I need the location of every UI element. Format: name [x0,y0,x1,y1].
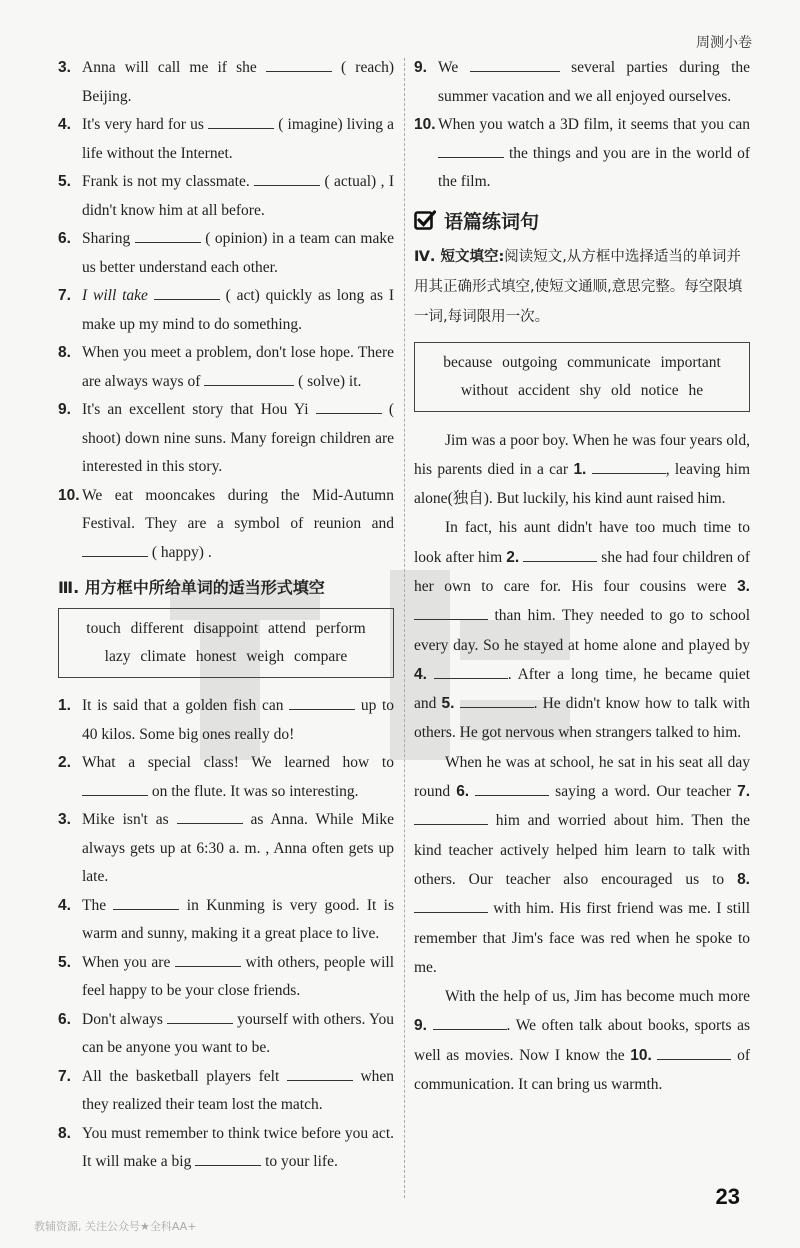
answer-blank[interactable] [82,781,148,796]
question-item: 5. Frank is not my classmate. ( actual) , I didn't know him at all before. [58,173,394,219]
question-item: 7. I will take ( act) quickly as long as I make up my mind to do something. [58,287,395,333]
answer-blank[interactable] [195,1151,261,1166]
passage-blank[interactable] [433,1015,507,1030]
passage-paragraph: Jim was a poor boy. When he was four years old, his parents died in a car 1. , leaving him alone(独自). But luckily, his kind aunt raised him. [414,431,751,508]
word-box-line: without accident shy old notice he [460,381,704,399]
section-4-instructions: Ⅳ. 短文填空:阅读短文,从方框中选择适当的单词并用其正确形式填空,使短文通顺,意思完整。每空限填一词,每词限用一次。 [414,248,743,325]
question-list-part2 [58,54,394,567]
answer-blank[interactable] [177,809,243,824]
answer-blank[interactable] [289,695,355,710]
column-divider [404,58,405,1198]
question-list-part3 [58,692,394,1177]
answer-blank[interactable] [175,952,241,967]
question-item: 6. Don't always yourself with others. You can be anyone you want to be. [58,1010,395,1056]
question-item: 9. We several parties during the summer vacation and we all enjoyed ourselves. [414,59,750,105]
reading-passage [414,426,750,1100]
left-column [58,54,394,1177]
right-column [414,54,750,1099]
section-3-title: Ⅲ. 用方框中所给单词的适当形式填空 [58,578,325,597]
passage-blank[interactable] [592,459,666,474]
passage-blank[interactable] [434,664,508,679]
word-box-line: touch different disappoint attend perform [86,620,366,637]
answer-blank[interactable] [438,143,504,158]
question-list-part3-cont [414,54,750,197]
question-item: 2. What a special class! We learned how to on the flute. It was so interesting. [58,754,394,800]
question-item: 9. It's an excellent story that Hou Yi ( shoot) down nine suns. Many foreign children are interested in this story. [58,401,395,475]
passage-blank[interactable] [414,605,488,620]
passage-blank[interactable] [414,898,488,913]
page-number: 23 [715,1184,740,1209]
passage-blank[interactable] [657,1045,731,1060]
question-item: 10. When you watch a 3D film, it seems that you can the things and you are in the world of the film. [414,116,750,190]
passage-blank[interactable] [414,810,488,825]
footer-text: 教辅资源, 关注公众号★全科AA+ [34,1220,197,1233]
question-item: 1. It is said that a golden fish can up to 40 kilos. Some big ones really do! [58,697,395,743]
answer-blank[interactable] [208,114,274,129]
answer-blank[interactable] [287,1066,353,1081]
answer-blank[interactable] [204,371,294,386]
question-item: 8. You must remember to think twice before you act. It will make a big to your life. [58,1124,394,1170]
question-item: 10. We eat mooncakes during the Mid-Autumn Festival. They are a symbol of reunion and ( happy) . [58,486,394,561]
passage-blank[interactable] [523,547,597,562]
checkbox-checked-icon [414,209,436,231]
answer-blank[interactable] [135,228,201,243]
word-box-section-3 [58,608,394,678]
answer-blank[interactable] [266,57,332,72]
answer-blank[interactable] [82,542,148,557]
word-box-line: because outgoing communicate important [443,353,721,371]
question-item: 8. When you meet a problem, don't lose hope. There are always ways of ( solve) it. [58,344,394,390]
answer-blank[interactable] [470,57,560,72]
header-label: 周测小卷 [696,35,752,51]
word-box-section-4 [414,342,750,412]
question-item: 7. All the basketball players felt when they realized their team lost the match. [58,1067,395,1113]
word-box-line: lazy climate honest weigh compare [104,648,348,665]
answer-blank[interactable] [113,895,179,910]
passage-paragraph: With the help of us, Jim has become much more 9. . We often talk about books, sports as well as movies. Now I know the 10. of communication. It can bring us warmth. [414,988,751,1094]
passage-paragraph: When he was at school, he sat in his seat all day round 6. saying a word. Our teacher 7. him and worried about him. Then the kind teacher actively helped him learn to talk with others. Our teacher also encouraged us to 8. with him. His first friend was me. I still remember that Jim's face was red when he spoke to me. [414,753,751,976]
answer-blank[interactable] [154,285,220,300]
question-item: 3. Mike isn't as as Anna. While Mike always gets up at 6:30 a. m. , Anna often gets up late. [58,811,394,885]
answer-blank[interactable] [167,1009,233,1024]
question-item: 3. Anna will call me if she ( reach) Beijing. [58,59,394,105]
passage-blank[interactable] [475,781,549,796]
question-item: 5. When you are with others, people will feel happy to be your close friends. [58,953,395,999]
passage-blank[interactable] [460,693,534,708]
passage-paragraph: In fact, his aunt didn't have too much time to look after him 2. she had four children of her own to care for. His four cousins were 3. than him. They needed to go to school every day. So he stayed at home alone and played by 4. . After a long time, he became quiet and 5. . He didn't know how to talk with others. He got nervous when strangers talked to him. [414,519,751,742]
question-item: 4. The in Kunming is very good. It is warm and sunny, making it a great place to live. [58,896,394,942]
answer-blank[interactable] [316,399,382,414]
question-item: 4. It's very hard for us ( imagine) living a life without the Internet. [58,116,395,162]
question-item: 6. Sharing ( opinion) in a team can make us better understand each other. [58,230,395,276]
answer-blank[interactable] [254,171,320,186]
section-4-heading-text: 语篇练词句 [444,210,540,233]
section-4-heading [414,207,750,234]
